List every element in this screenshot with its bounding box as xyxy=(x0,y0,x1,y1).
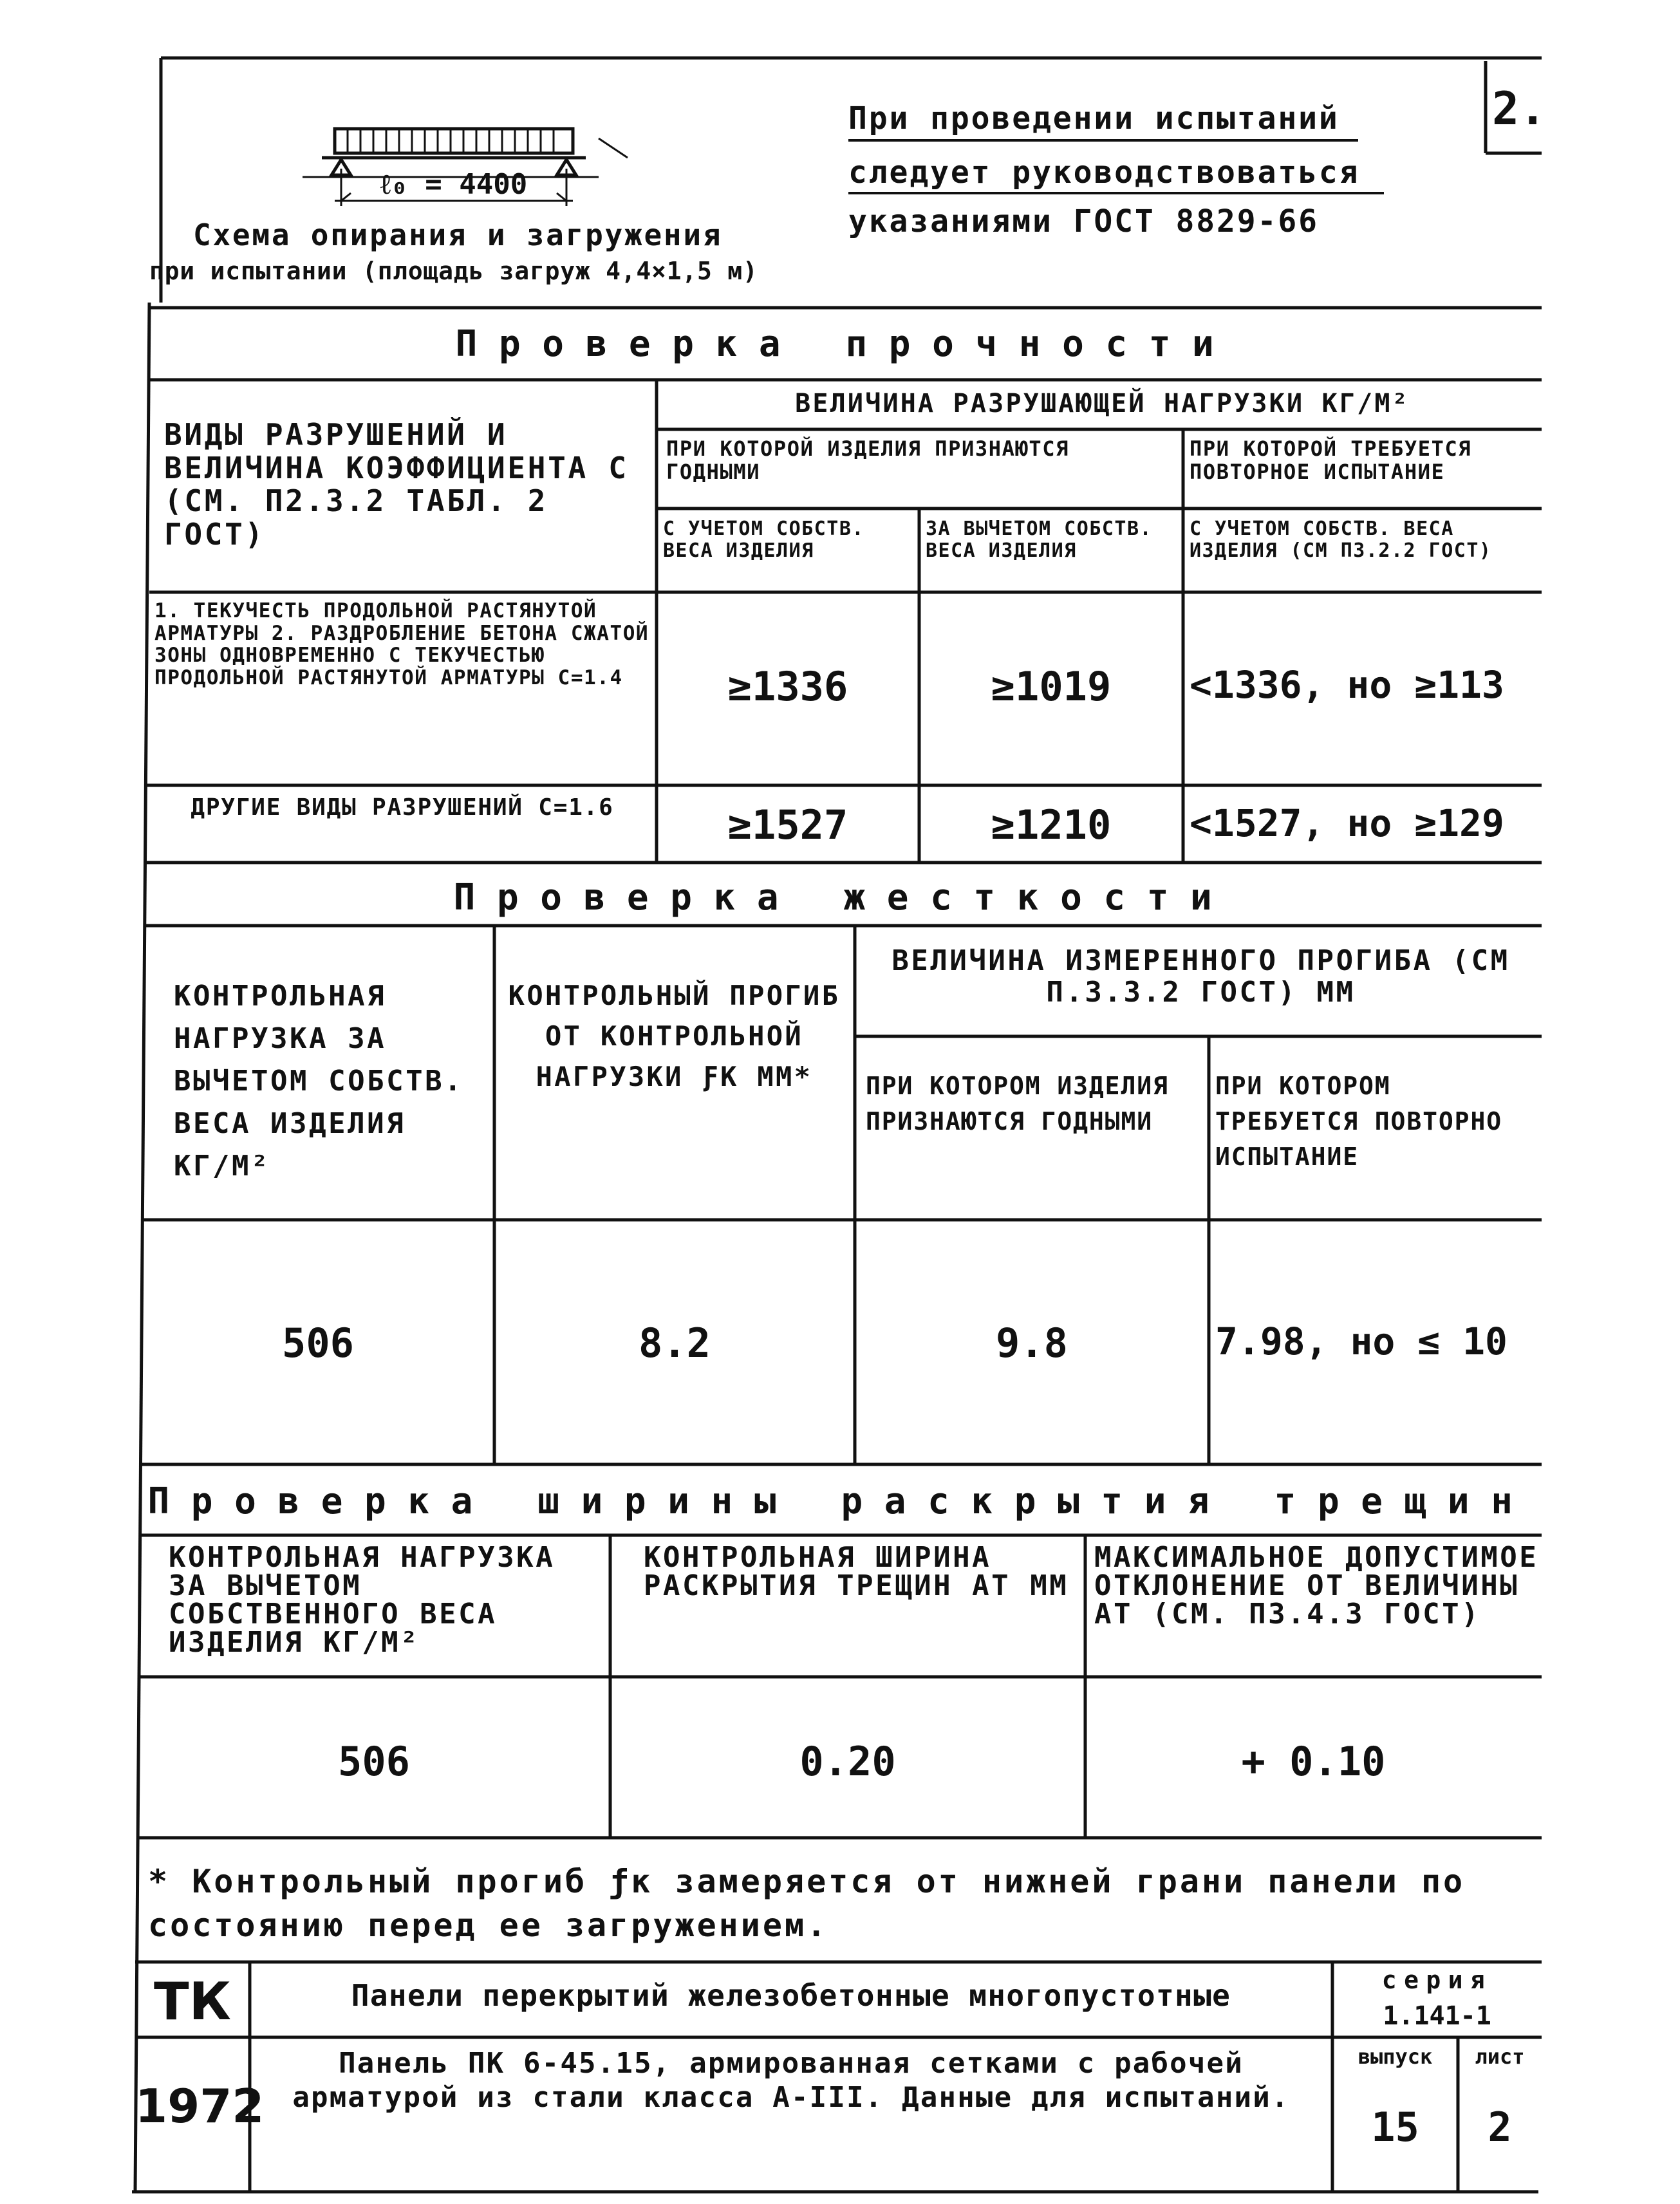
span-label: ℓ₀ = 4400 xyxy=(380,168,528,201)
crack-width-value: 0.20 xyxy=(799,1738,896,1785)
title-block-line-1: Панели перекрытий железобетонные многопустотные xyxy=(351,1978,1231,2013)
accept-deflection-header: ПРИ КОТОРОМ ИЗДЕЛИЯ ПРИЗНАЮТСЯ ГОДНЫМИ xyxy=(866,1072,1169,1136)
issue-label: выпуск xyxy=(1358,2044,1433,2069)
scheme-caption: Схема опирания и загружения xyxy=(193,218,723,252)
control-load-header: КОНТРОЛЬНАЯ НАГРУЗКА ЗА ВЫЧЕТОМ СОБСТВ. ВЕСА ИЗДЕЛИЯ КГ/М² xyxy=(174,980,464,1182)
failure-type-row-2: ДРУГИЕ ВИДЫ РАЗРУШЕНИЙ С=1.6 xyxy=(191,794,614,821)
page-number: 2. xyxy=(1492,82,1547,135)
crack-deviation-header: МАКСИМАЛЬНОЕ ДОПУСТИМОЕ ОТКЛОНЕНИЕ ОТ ВЕЛИЧИНЫ АТ (СМ. П3.4.3 ГОСТ) xyxy=(1094,1541,1539,1630)
row1-without-weight-value: ≥1019 xyxy=(991,663,1112,710)
strength-section-title: Проверка прочности xyxy=(455,323,1236,365)
scheme-caption-area: при испытании (площадь загруж 4,4×1,5 м) xyxy=(149,257,758,285)
failure-load-header: ВЕЛИЧИНА РАЗРУШАЮЩЕЙ НАГРУЗКИ КГ/М² xyxy=(795,389,1410,418)
title-block-year: 1972 xyxy=(135,2079,265,2133)
control-deflection-value: 8.2 xyxy=(639,1320,711,1367)
stiffness-control-load-value: 506 xyxy=(282,1320,354,1367)
crack-section-title: Проверка ширины раскрытия трещин xyxy=(147,1480,1535,1522)
measured-deflection-header: ВЕЛИЧИНА ИЗМЕРЕННОГО ПРОГИБА (СМ П.3.3.2 ГОСТ) ММ xyxy=(891,944,1510,1009)
accept-deflection-value: 9.8 xyxy=(996,1320,1068,1367)
series-value: 1.141-1 xyxy=(1383,2001,1491,2031)
instruction-line-2: следует руководствоваться xyxy=(848,154,1360,191)
crack-control-load-header: КОНТРОЛЬНАЯ НАГРУЗКА ЗА ВЫЧЕТОМ СОБСТВЕННОГО ВЕСА ИЗДЕЛИЯ КГ/М² xyxy=(169,1541,555,1659)
title-block-code: ТК xyxy=(154,1972,231,2031)
retest-load-header: ПРИ КОТОРОЙ ТРЕБУЕТСЯ ПОВТОРНОЕ ИСПЫТАНИЕ xyxy=(1190,436,1472,484)
crack-deviation-value: + 0.10 xyxy=(1241,1738,1386,1785)
issue-value: 15 xyxy=(1371,2104,1419,2151)
crack-width-header: КОНТРОЛЬНАЯ ШИРИНА РАСКРЫТИЯ ТРЕЩИН АТ ММ xyxy=(644,1541,1069,1602)
without-weight-header: ЗА ВЫЧЕТОМ СОБСТВ. ВЕСА ИЗДЕЛИЯ xyxy=(926,518,1153,562)
failure-type-row-1: 1. ТЕКУЧЕСТЬ ПРОДОЛЬНОЙ РАСТЯНУТОЙ АРМАТУРЫ 2. РАЗДРОБЛЕНИЕ БЕТОНА СЖАТОЙ ЗОНЫ ОДНОВРЕМЕННО С ТЕКУЧЕСТЬЮ ПРОДОЛЬНОЙ РАСТЯНУТОЙ АРМАТУРЫ С=1.4 xyxy=(154,599,649,690)
retest-deflection-header: ПРИ КОТОРОМ ТРЕБУЕТСЯ ПОВТОРНО ИСПЫТАНИЕ xyxy=(1215,1072,1503,1172)
stiffness-section-title: Проверка жесткости xyxy=(453,877,1234,919)
control-deflection-header: КОНТРОЛЬНЫЙ ПРОГИБ ОТ КОНТРОЛЬНОЙ НАГРУЗКИ ƑК ММ* xyxy=(508,980,841,1092)
row1-with-weight-value: ≥1336 xyxy=(727,663,848,710)
deflection-footnote: * Контрольный прогиб ƒк замеряется от нижней грани панели по состоянию перед ее загружением. xyxy=(148,1863,1466,1944)
title-block-line-2: Панель ПК 6-45.15, армированная сетками с рабочей арматурой из стали класса А-III. Данные для испытаний. xyxy=(292,2047,1290,2114)
row2-retest-value: <1527, но ≥129 xyxy=(1190,801,1504,845)
failure-types-header: ВИДЫ РАЗРУШЕНИЙ И ВЕЛИЧИНА КОЭФФИЦИЕНТА С (СМ. П2.3.2 ТАБЛ. 2 ГОСТ) xyxy=(164,417,629,552)
with-weight-header: С УЧЕТОМ СОБСТВ. ВЕСА ИЗДЕЛИЯ xyxy=(663,518,864,562)
accept-load-header: ПРИ КОТОРОЙ ИЗДЕЛИЯ ПРИЗНАЮТСЯ ГОДНЫМИ xyxy=(666,436,1069,484)
retest-with-weight-header: С УЧЕТОМ СОБСТВ. ВЕСА ИЗДЕЛИЯ (СМ П3.2.2 ГОСТ) xyxy=(1190,518,1492,562)
instruction-line-3: указаниями ГОСТ 8829-66 xyxy=(848,203,1319,239)
retest-deflection-value: 7.98, но ≤ 10 xyxy=(1215,1320,1507,1363)
series-label: серия xyxy=(1381,1966,1493,1994)
row1-retest-value: <1336, но ≥113 xyxy=(1190,663,1504,707)
row2-with-weight-value: ≥1527 xyxy=(727,801,848,848)
sheet-value: 2 xyxy=(1488,2104,1512,2151)
sheet-label: лист xyxy=(1475,2044,1525,2069)
row2-without-weight-value: ≥1210 xyxy=(991,801,1112,848)
crack-control-load-value: 506 xyxy=(338,1738,410,1785)
instruction-line-1: При проведении испытаний xyxy=(848,100,1339,136)
